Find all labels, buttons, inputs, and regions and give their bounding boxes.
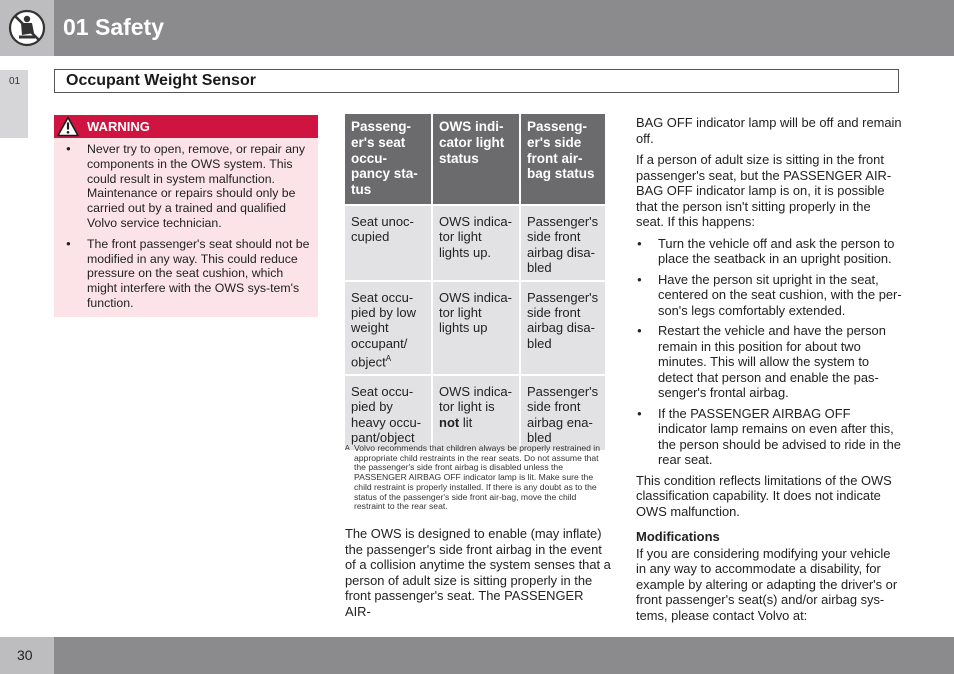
indicator-text: OWS indica-tor light is (439, 383, 512, 415)
chapter-logo (0, 0, 54, 56)
middle-column-text (345, 526, 611, 625)
table-header-occupancy: Passeng-er's seat occu-pancy sta-tus (345, 114, 431, 204)
table-header-row (345, 114, 605, 204)
table-cell-airbag: Passenger's side front airbag disa-bled (521, 206, 605, 280)
indicator-text-end: lit (459, 414, 473, 430)
ows-status-table (343, 112, 607, 452)
subsection-heading: Modifications (636, 529, 720, 544)
body-paragraph: The OWS is designed to enable (may inflate) the passenger's side front airbag in the event of a collision anytime the system senses that a person of adult size is sitting properly in the front passenger's seat. The PASSENGER AIR- (345, 526, 611, 619)
warning-header (54, 115, 318, 138)
footnote-text: Volvo recommends that children always be properly restrained in appropriate child restraints in the rear seats. Do not assume that the passenger's side front airbag is disabled unless the PASSENGER AIRBAG OFF indicator lamp is lit. Make sure the child restraint is properly installed. If there is any doubt as to the status of the passenger's side front air-bag, move the child restraint to the rear seat. (354, 443, 600, 512)
table-row (345, 282, 605, 374)
warning-box (54, 115, 318, 317)
warning-list (54, 138, 318, 311)
footnote-reference: A (385, 354, 392, 364)
page-number: 30 (17, 647, 33, 663)
table-cell-airbag: Passenger's side front airbag ena-bled (521, 376, 605, 450)
body-paragraph: BAG OFF indicator lamp will be off and remain off. (636, 115, 902, 146)
list-item: ● Restart the vehicle and have the person remain in this position for about two minutes. This will allow the system to detect that person and enable the pas-senger's frontal airbag. (658, 323, 902, 401)
table-header-indicator: OWS indi-cator light status (433, 114, 519, 204)
table-cell-occupancy (345, 282, 431, 374)
table-cell-occupancy (345, 206, 431, 280)
warning-item: ● Never try to open, remove, or repair any components in the OWS system. This could result in system malfunction. Maintenance or repairs should only be carried out by a trained and qualified Volvo service technician. (87, 142, 310, 231)
occupancy-text: Seat unoc-cupied (351, 214, 414, 245)
table-row (345, 206, 605, 280)
occupancy-text: Seat occu-pied by low weight occupant/ object (351, 289, 417, 370)
indicator-text: OWS indica-tor light lights up. (439, 214, 512, 260)
right-column-text (636, 115, 902, 629)
warning-item: ● The front passenger's seat should not be modified in any way. This could reduce pressure on the seat cushion, which might interfere with the OWS sys-tem's function. (87, 237, 310, 311)
table-footnote (345, 444, 609, 512)
warning-title: WARNING (87, 119, 150, 134)
body-paragraph: If a person of adult size is sitting in the front passenger's seat, but the PASSENGER AIR-BAG OFF indicator lamp is on, it is possible that the person isn't sitting properly in the seat. If this happens: (636, 152, 892, 229)
table-row (345, 376, 605, 450)
table-cell-indicator (433, 376, 519, 450)
instruction-list (636, 236, 902, 468)
footnote-mark: A (345, 445, 350, 452)
page-number-box (0, 637, 54, 674)
table-cell-indicator (433, 282, 519, 374)
list-item: ● If the PASSENGER AIRBAG OFF indicator lamp remains on even after this, the person should be advised to ride in the rear seat. (658, 406, 902, 468)
chapter-side-tab-label: 01 (9, 76, 21, 87)
occupancy-text: Seat occu-pied by heavy occu-pant/object (351, 383, 422, 446)
section-title: Occupant Weight Sensor (54, 69, 899, 93)
table-header-airbag: Passeng-er's side front air-bag status (521, 114, 605, 204)
body-paragraph: If you are considering modifying your vehicle in any way to accommodate a disability, for example by altering or adapting the driver's or front passenger's seat(s) and/or airbag sys-tems, please contact Volvo at: (636, 545, 898, 623)
table-cell-airbag: Passenger's side front airbag disa-bled (521, 282, 605, 374)
indicator-emphasis: not (439, 414, 460, 430)
chapter-side-tab (0, 70, 28, 138)
table-cell-indicator (433, 206, 519, 280)
seat-belt-safety-icon (8, 9, 46, 47)
table-cell-occupancy (345, 376, 431, 450)
warning-triangle-icon (57, 116, 79, 137)
footer-bar (0, 637, 954, 674)
list-item: ● Have the person sit upright in the seat, centered on the seat cushion, with the per-son's legs comfortably extended. (658, 272, 902, 319)
body-paragraph: This condition reflects limitations of the OWS classification capability. It does not indicate OWS malfunction. (636, 472, 892, 519)
indicator-text: OWS indica-tor light lights up (439, 289, 512, 336)
list-item: ● Turn the vehicle off and ask the person to place the seatback in an upright position. (658, 236, 902, 267)
chapter-title: 01 Safety (63, 14, 165, 40)
